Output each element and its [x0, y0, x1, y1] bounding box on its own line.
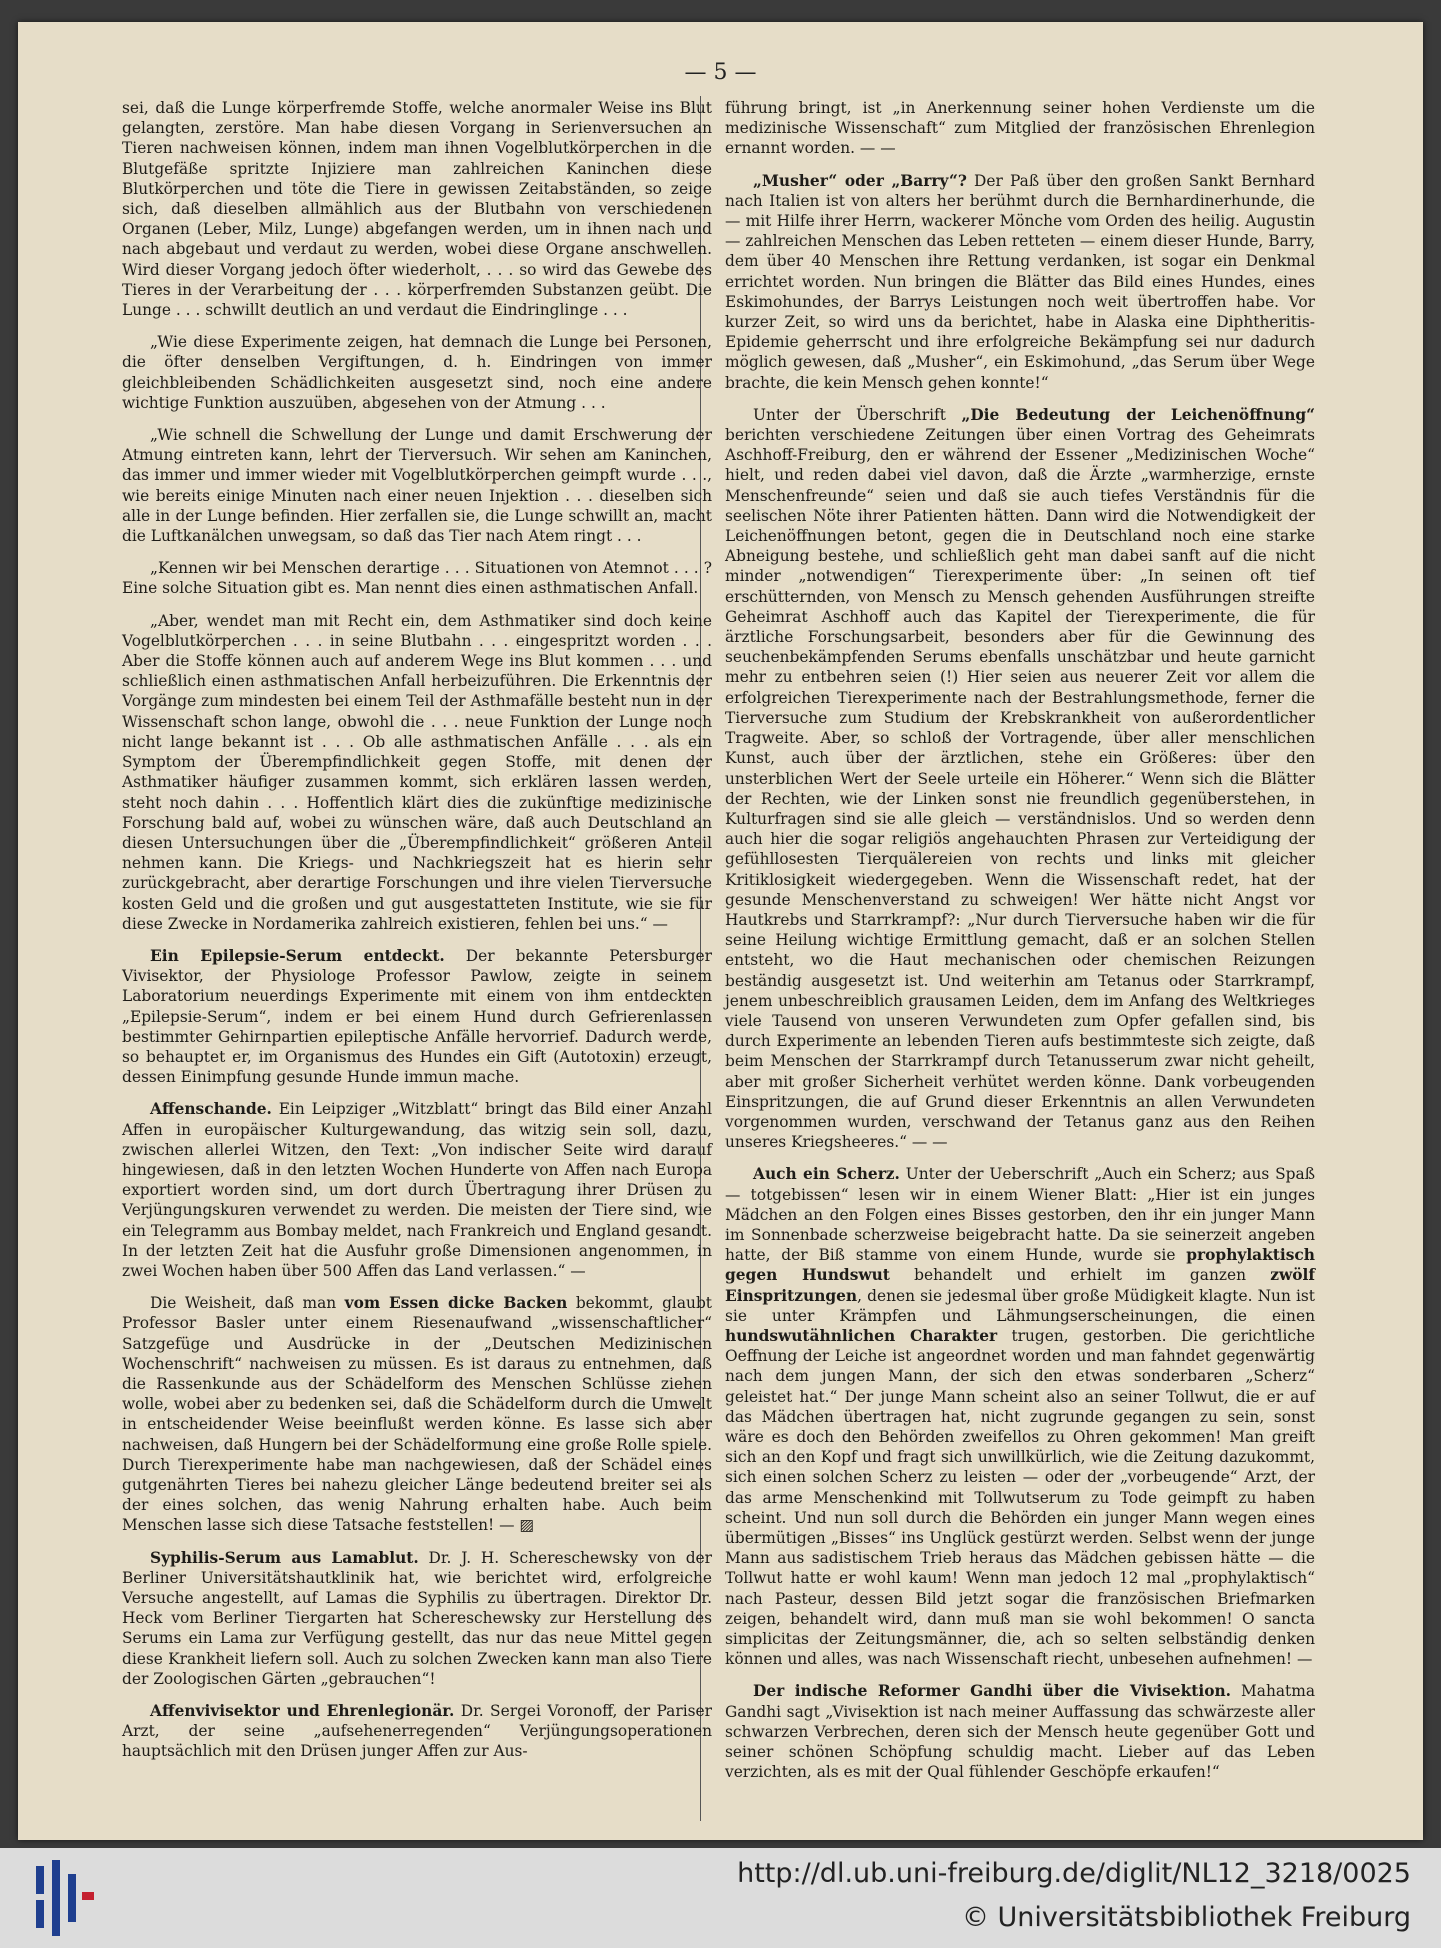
right-paragraph-1: führung bringt, ist „in Anerkennung seiner hohen Verdienste um die medizinische Wissenschaft“ zum Mitglied der französischen Ehrenlegion ernannt worden. — —: [725, 99, 1315, 158]
article-body: trugen, gestorben. Die gerichtliche Oeffnung der Leiche ist angeordnet worden und man fahndet gegenwärtig nach dem jungen Mann, der sich den etwas sonderbaren „Scherz“ geleistet hat.“ Der junge Mann scheint also an seiner Tollwut, die er auf das Mädchen übertragen hat, nicht zugrunde gegangen zu sein, sonst wäre es doch den Behörden zweifellos zu Ohren gekommen! Man greift sich an den Kopf und fragt sich unwillkürlich, wie die Zeitung dazukommt, sich einen solchen Scherz zu leisten — oder der „vorbeugende“ Arzt, der das arme Menschenkind mit Tollwutserum zu Tode geimpft zu haben scheint. Und nun soll durch die Behörden ein junger Mann wegen eines übermütigen „Bisses“ ins Unglück gestürzt werden. Selbst wenn der junge Mann aus sadistischem Trieb heraus das Mädchen gebissen hätte — die Tollwut hatte er wohl kaum! Wenn man jedoch 12 mal „prophylaktisch“ nach Pasteur, dessen Bild jetzt sogar die französischen Briefmarken zeigen, behandelt wird, dann muß man sie wohl bekommen! O sancta simplicitas der Zeitungsmänner, die, ach so selten selbständig denken können und alles, was nach Wissenschaft riecht, unbesehen aufnehmen! —: [725, 1326, 1316, 1669]
article-heading: Ein Epilepsie-Serum entdeckt.: [150, 946, 445, 965]
article-body: Ein Leipziger „Witzblatt“ bringt das Bild einer Anzahl Affen in europäischer Kulturgewandung, das witzig sein soll, dazu, zwischen allerlei Witzen, den Text: „Von indischer Seite wird darauf hingewiesen, daß in den letzten Wochen Hunderte von Affen nach Europa exportiert worden sind, um dort durch Übertragung ihrer Drüsen zu Verjüngungskuren verwendet zu werden. Die meisten der Tiere sind, wie ein Telegramm aus Bombay meldet, nach Frankreich und England gesandt. In der letzten Zeit hat die Ausfuhr große Dimensionen angenommen, in zwei Wochen haben über 500 Affen das Land verlassen.“ —: [122, 1100, 712, 1280]
page-number: — 5 —: [684, 60, 757, 85]
article-musher-barry: [725, 171, 1315, 393]
right-column: [725, 98, 1315, 1794]
left-column: [122, 98, 712, 1774]
article-body: Der Paß über den großen Sankt Bernhard nach Italien ist von alters her berühmt durch die Bernhardinerhunde, die — mit Hilfe ihrer Herrn, wackerer Mönche vom Orden des heilig. Augustin — zahlreichen Menschen das Leben retteten — einem dieser Hunde, Barry, dem über 40 Menschen ihre Rettung verdanken, ist sogar ein Denkmal errichtet worden. Nun bringen die Blätter das Bild eines Hundes, eines Eskimohundes, der Barrys Leistungen noch weit übertroffen habe. Vor kurzer Zeit, so wird uns da berichtet, habe in Alaska eine Diphtheritis-Epidemie geherrscht und ihre erfolgreiche Bekämpfung sei nur dadurch möglich gewesen, daß „Musher“, ein Eskimohund, „das Serum über Wege brachte, die kein Mensch gehen konnte!“: [725, 171, 1315, 392]
copyright-text: © Universitätsbibliothek Freiburg: [961, 1902, 1411, 1933]
article-heading: vom Essen dicke Backen: [344, 1294, 568, 1313]
emphasis: prophylaktisch gegen Hundswut: [725, 1246, 1315, 1285]
article-gandhi: [725, 1681, 1315, 1782]
article-body: , denen sie jedesmal über große Müdigkeit klagte. Nun ist sie unter Krämpfen und Lähmungserscheinungen, die einen: [725, 1286, 1315, 1325]
article-body: Dr. J. H. Schereschewsky von der Berliner Universitätshautklinik hat, wie berichtet wird, erfolgreiche Versuche angestellt, auf Lamas die Syphilis zu übertragen. Direktor Dr. Heck vom Berliner Tiergarten hat Schereschewsky zur Herstellung des Serums ein Lama zur Verfügung gestellt, das nur das neue Mittel gegen diese Krankheit liefern soll. Auch zu solchen Zwecken kann man also Tiere der Zoologischen Gärten „gebrauchen“!: [122, 1548, 713, 1688]
permalink-link[interactable]: http://dl.ub.uni-freiburg.de/diglit/NL12_3218/0025: [737, 1858, 1411, 1889]
article-body: berichten verschiedene Zeitungen über einen Vortrag des Geheimrats Aschhoff-Freiburg, den er während der Essener „Medizinischen Woche“ hielt, und reden dabei viel davon, daß die Ärzte „warmherzige, ernste Menschenfreunde“ seien und daß sie auch tiefes Verständnis für die seelischen Nöte ihrer Patienten hätten. Dann wird die Notwendigkeit der Leichenöffnungen betont, gegen die in Deutschland noch eine starke Abneigung bestehe, und schließlich geht man dabei sanft auf die nicht minder „notwendigen“ Tierexperimente über: „In seinen oft tief erschütternden, von Mensch zu Mensch gehenden Ausführungen streifte Geheimrat Aschhoff auch das Kapitel der Tierexperimente, die für ärztliche Forschungsarbeit, besonders aber für die Gewinnung des seuchenbekämpfenden Serums ebenfalls unschätzbar und heute garnicht mehr zu entbehren seien (!) Hier seien aus neuerer Zeit vor allem die erfolgreichen Tierexperimente nach der Bestrahlungsmethode, ferner die Tierversuche zum Studium der Krebskrankheit von außerordentlicher Tragweite. Aber, so schloß der Vortragende, über aller menschlichen Kunst, auch über der ärztlichen, stehe ein Größeres: über den unsterblichen Wert der Seele urteile ein Höherer.“ Wenn sich die Blätter der Rechten, wie der Linken sonst nie freundlich gegenüberstehen, in Kulturfragen sind sie alle gleich — verständnislos. Und so werden denn auch hier die sogar religiös angehauchten Phrasen zur Verteidigung der gefühllosesten Tierquälereien von rechts und links mit gleicher Kritiklosigkeit wiedergegeben. Wenn die Wissenschaft redet, hat der gesunde Menschenverstand zu schweigen! Wer hätte nicht Angst vor Hautkrebs und Starrkrampf?: „Nur durch Tierversuche haben wir die für seine Heilung wichtige Ermittlung gemacht, daß er an solchen Stellen entsteht, wo die Haut mechanischen oder chemischen Reizungen beständig ausgesetzt ist. Und weiterhin am Tetanus oder Starrkrampf, jenem unbeschreiblich grausamen Leiden, dem im Anfang des Weltkrieges viele Tausend von unseren Verwundeten zum Opfer gefallen sind, bis durch Experimente an lebenden Tieren aufs bestimmteste sich zeigte, daß beim Menschen der Starrkrampf durch Tetanusserum zwar nicht geheilt, aber mit großer Sicherheit verhütet werden könne. Dank vorbeugenden Einspritzungen, die auf Grund dieser Erkenntnis an allen Verwundeten vorgenommen wurden, verschwand der Tetanus ganz aus den Reihen unseres Kriegsheeres.“ — —: [725, 426, 1315, 1152]
article-body: Der bekannte Petersburger Vivisektor, der Physiologe Professor Pawlow, zeigte in seinem Laboratorium neuerdings Experimente mit einem von ihm entdeckten „Epilepsie-Serum“, indem er bei einem Hund durch Gefrierenlassen bestimmter Gehirnpartien epileptische Anfälle hervorrief. Dadurch werde, so behauptet er, im Organismus des Hundes ein Gift (Autotoxin) erzeugt, dessen Einimpfung gesunde Hunde immun mache.: [122, 946, 712, 1087]
article-heading: Affenschande.: [150, 1100, 272, 1119]
scanned-page: [18, 22, 1423, 1840]
article-body: Unter der Ueberschrift „Auch ein Scherz; aus Spaß — totgebissen“ lesen wir in einem Wiener Blatt: „Hier ist ein junges Mädchen an den Folgen eines Bisses gestorben, den ihr ein junger Mann im Sonnenbade scherzweise beigebracht hatte. Da sie seinerzeit angeben hatte, der Biß stamme von einem Hunde, wurde sie: [725, 1165, 1315, 1265]
left-paragraph-2: „Wie diese Experimente zeigen, hat demnach die Lunge bei Personen, die öfter denselben Vergiftungen, d. h. Eindringen von immer gleichbleibenden Schädlichkeiten ausgesetzt sind, noch eine andere wichtige Funktion auszuüben, abgesehen von der Atmung . . .: [122, 333, 712, 412]
emphasis: hundswutähnlichen Charakter: [725, 1326, 998, 1345]
article-heading: „Die Bedeutung der Leichenöffnung“: [961, 405, 1316, 424]
article-heading: Syphilis-Serum aus Lamablut.: [150, 1548, 419, 1567]
article-heading: Affenvivisektor und Ehrenlegionär.: [150, 1702, 455, 1721]
article-affenschande: [122, 1099, 712, 1281]
ub-freiburg-logo-icon: [32, 1860, 94, 1936]
article-body: Dr. Sergei Voronoff, der Pariser Arzt, der seine „aufsehenerregenden“ Verjüngungsoperationen hauptsächlich mit den Drüsen junger Affen zur Aus-: [122, 1702, 712, 1761]
article-auch-ein-scherz: [725, 1164, 1315, 1669]
article-affenvivisektor: [122, 1701, 712, 1762]
left-paragraph-3: „Wie schnell die Schwellung der Lunge und damit Erschwerung der Atmung eintreten kann, lehrt der Tierversuch. Wir sehen am Kaninchen, das immer und immer wieder mit Vogelblutkörperchen geimpft wurde . . ., wie bereits einige Minuten nach einer neuen Injektion . . . dieselben sich alle in der Lunge befinden. Hier zerfallen sie, die Lunge schwillt an, macht die Luftkanälchen unwegsam, so daß das Tier nach Atem ringt . . .: [122, 426, 712, 546]
emphasis: zwölf Einspritzungen: [725, 1266, 1315, 1305]
article-body: Mahatma Gandhi sagt „Vivisektion ist nach meiner Auffassung das schwärzeste aller schwarzen Verbrechen, deren sich der Mensch heute gegenüber Gott und seiner schönen Schöpfung schuldig macht. Lieber auf das Leben verzichten, als es mit der Qual fühlender Geschöpfe erkaufen!“: [725, 1682, 1315, 1782]
article-syphilis-serum: [122, 1548, 712, 1689]
article-heading: Der indische Reformer Gandhi über die Vivisektion.: [753, 1682, 1232, 1701]
article-leichenoeffnung: [725, 405, 1315, 1153]
left-paragraph-5: „Aber, wendet man mit Recht ein, dem Asthmatiker sind doch keine Vogelblutkörperchen . . . in seine Blutbahn . . . eingespritzt worden . . . Aber die Stoffe können auch auf anderem Wege ins Blut kommen . . . und schließlich einen asthmatischen Anfall herbeizuführen. Die Erkenntnis der Vorgänge zum mindesten bei einem Teil der Asthmafälle besteht nun in der Wissenschaft schon lange, obwohl die . . . neue Funktion der Lunge noch nicht lange bekannt ist . . . Ob alle asthmatischen Anfälle . . . als ein Symptom der Überempfindlichkeit gegen Stoffe, mit denen der Asthmatiker häufiger zusammen kommt, sich erklären lassen werden, steht noch dahin . . . Hoffentlich klärt dies die zukünftige medizinische Forschung bald auf, wobei zu wünschen wäre, daß auch Deutschland an diesen Untersuchungen über die „Überempfindlichkeit“ größeren Anteil nehmen kann. Die Kriegs- und Nachkriegszeit hat es hierin sehr zurückgebracht, aber derartige Forschungen und ihre vielen Tierversuche kosten Geld und die großen und gut ausgestatteten Institute, wie sie für diese Zwecke in Nordamerika zahlreich existieren, fehlen bei uns.“ —: [122, 611, 712, 933]
article-body: bekommt, glaubt Professor Basler unter einem Riesenaufwand „wissenschaftlicher“ Satzgefüge und Ausdrücke in der „Deutschen Medizinischen Wochenschrift“ nachweisen zu müssen. Es ist daraus zu entnehmen, daß die Rassenkunde aus der Schädelform des Menschen Schlüsse ziehen wolle, wobei aber zu bedenken sei, daß die Schädelform durch die Umwelt in entscheidender Weise beeinflußt werden könne. Es lasse sich aber nachweisen, daß Hungern bei der Schädelformung eine große Rolle spiele. Durch Tierexperimente habe man nachgewiesen, daß der Schädel eines gutgenährten Tieres bei nahezu gleicher Länge bedeutend breiter sei als der eines solchen, das wenig Nahrung erhalten habe. Auch beim Menschen lasse sich diese Tatsache feststellen! — ▨: [122, 1294, 712, 1535]
article-epilepsie: [122, 946, 712, 1087]
left-paragraph-1: sei, daß die Lunge körperfremde Stoffe, welche anormaler Weise ins Blut gelangten, zerstöre. Man habe diesen Vorgang in Serienversuchen an Tieren nachweisen können, indem man ihnen Vogelblutkörperchen in die Blutgefäße spritzte Injiziere man zahlreichen Kaninchen diese Blutkörperchen und töte die Tiere in gewissen Zeitabständen, so zeige sich, daß dieselben allmählich aus der Blutbahn von verschiedenen Organen (Leber, Milz, Lunge) abgefangen werden, um in ihnen nach und nach abgebaut und verdaut zu werden, wobei diese Organe anschwellen. Wird dieser Vorgang jedoch öfter wiederholt, . . . so wird das Gewebe des Tieres in der Verarbeitung der . . . körperfremden Substanzen geübt. Die Lunge . . . schwillt deutlich an und verdaut die Eindringlinge . . .: [122, 99, 712, 320]
article-body: behandelt und erhielt im ganzen: [889, 1266, 1271, 1285]
viewer-footer: [0, 1848, 1441, 1948]
article-body: Die Weisheit, daß man: [150, 1294, 345, 1313]
article-heading: „Musher“ oder „Barry“?: [753, 171, 967, 190]
article-body: Unter der Überschrift: [753, 405, 962, 424]
left-paragraph-4: „Kennen wir bei Menschen derartige . . . Situationen von Atemnot . . . ? Eine solche Situation gibt es. Man nennt dies einen asthmatischen Anfall.: [122, 559, 712, 598]
article-dicke-backen: [122, 1293, 712, 1535]
article-heading: Auch ein Scherz.: [753, 1165, 900, 1184]
